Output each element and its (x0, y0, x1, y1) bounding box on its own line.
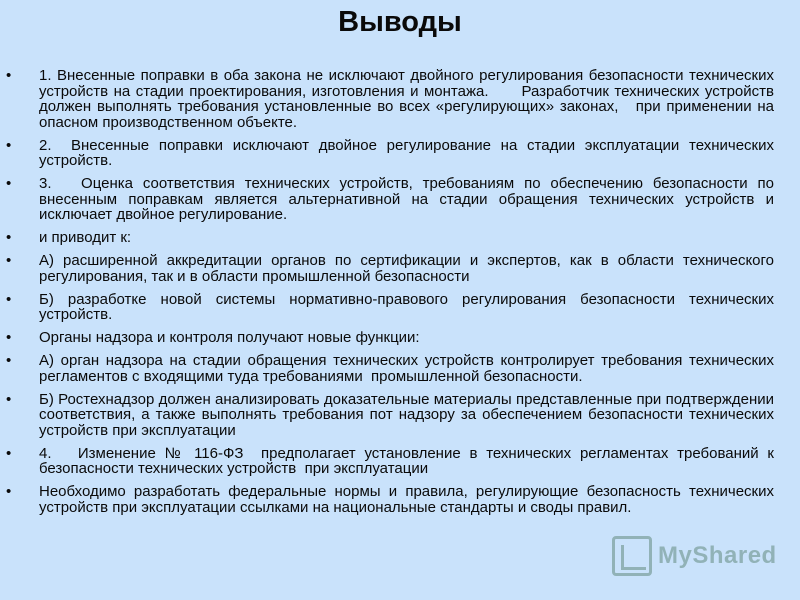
list-item (6, 252, 779, 285)
bullet-icon: • (6, 175, 12, 192)
list-item-text: Б) разработке новой системы нормативно-правового регулирования безопасности технических устройств. (39, 290, 779, 323)
bullet-icon: • (6, 444, 12, 462)
list-item-text: Необходимо разработать федеральные нормы и правила, регулирующие безопасность технических устройств при эксплуатации ссылками на национальные стандарты и своды правил. (39, 483, 779, 516)
bullet-icon: • (6, 290, 12, 308)
list-item-text: А) расширенной аккредитации органов по сертификации и экспертов, как в области технического регулирования, так и в области промышленной безопасности (39, 252, 779, 285)
list-item-text: 4. Изменение № 116-ФЗ предполагает установление в технических регламентах требований к безопасности технических устройств при эксплуатации (39, 444, 779, 477)
list-item (6, 330, 774, 346)
list-item-text: А) орган надзора на стадии обращения технических устройств контролирует требования технических регламентов с входящими туда требованиями промышленной безопасности. (39, 352, 779, 385)
conclusions-list (6, 67, 779, 523)
bullet-icon: • (6, 329, 12, 346)
list-item-text: Органы надзора и контроля получают новые функции: (39, 329, 420, 346)
bullet-icon: • (6, 136, 12, 154)
list-item (6, 175, 779, 223)
bullet-icon: • (6, 483, 12, 500)
list-item-text: Б) Ростехнадзор должен анализировать доказательные материалы представленные при подтверждении соответствия, а также выполнять требования пот надзору за обеспечением безопасности технических устройств при эксплуатации (39, 390, 779, 439)
list-item (6, 444, 779, 477)
bullet-icon: • (6, 352, 12, 369)
bullet-icon: • (6, 252, 12, 269)
list-item (6, 352, 779, 385)
list-item-text: 3. Оценка соответствия технических устройств, требованиям по обеспечению безопасности по внесенным поправкам является альтернативной на стадии обращения технических устройств и исключает двойное регулирование. (39, 175, 779, 223)
bullet-icon: • (6, 229, 12, 246)
list-item (6, 290, 779, 323)
bullet-icon: • (6, 67, 12, 84)
bullet-icon: • (6, 390, 12, 408)
list-item (6, 483, 779, 516)
slide-title: Выводы (338, 6, 462, 38)
list-item (6, 390, 779, 439)
list-item (6, 67, 779, 131)
list-item (6, 230, 774, 246)
list-item-text: и приводит к: (39, 229, 132, 246)
list-item-text: 2. Внесенные поправки исключают двойное регулирование на стадии эксплуатации технических устройств. (39, 136, 779, 169)
presentation-board-icon (612, 536, 652, 576)
watermark-logo (612, 536, 777, 576)
list-item (6, 136, 779, 169)
watermark-text: MyShared (658, 542, 777, 569)
list-item-text: 1. Внесенные поправки в оба закона не исключают двойного регулирования безопасности технических устройств на стадии проектирования, изготовления и монтажа. Разработчик технических устройств должен выполнять требования установленные во всех «регулирующих» законах, при применении на опасном производственном объекте. (39, 67, 779, 131)
